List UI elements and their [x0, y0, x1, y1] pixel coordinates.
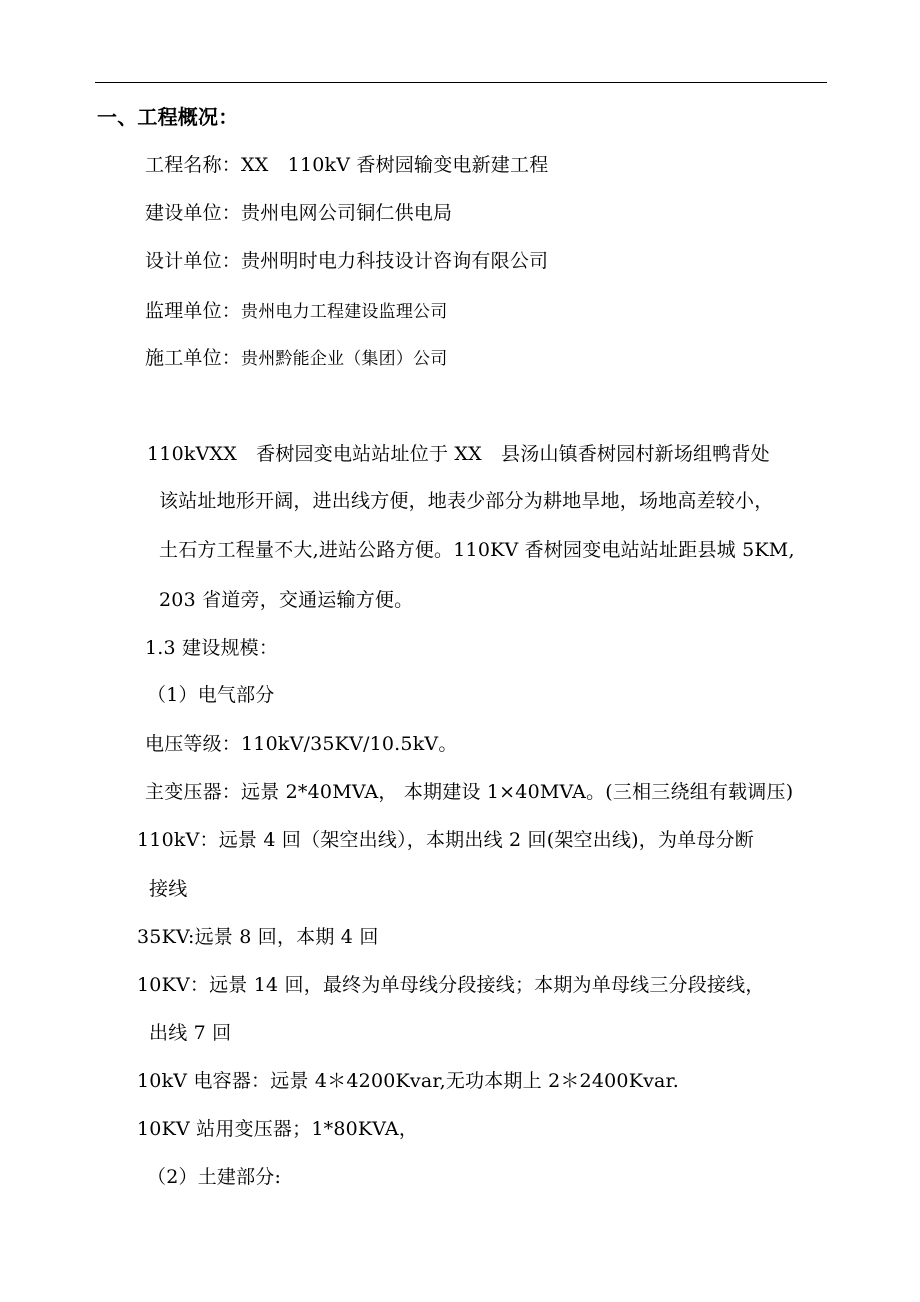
builder-value: 贵州电网公司铜仁供电局: [241, 202, 453, 224]
supervisor-value: 贵州电力工程建设监理公司: [241, 302, 448, 322]
line-110kv-continued: 接线: [149, 878, 188, 900]
project-name-value: XX 110kV 香树园输变电新建工程: [241, 154, 549, 176]
line-10kv-continued: 出线 7 回: [149, 1022, 232, 1044]
voltage-level-line: 电压等级：110kV/35KV/10.5kV。: [145, 733, 458, 755]
station-transformer-line: 10KV 站用变压器；1*80KVA，: [137, 1118, 419, 1140]
line-10kv: 10KV：远景 14 回，最终为单母线分段接线；本期为单母线三分段接线，: [137, 974, 765, 996]
project-name-label: 工程名称：: [145, 154, 242, 176]
constructor-value: 贵州黔能企业（集团）公司: [241, 349, 448, 369]
builder-label: 建设单位：: [145, 202, 242, 224]
site-paragraph-line: 该站址地形开阔，进出线方便，地表少部分为耕地旱地，场地高差较小，: [159, 490, 774, 512]
main-transformer-line: 主变压器：远景 2*40MVA， 本期建设 1×40MVA。(三相三绕组有载调压): [145, 781, 794, 803]
civil-heading: （2）土建部分:: [147, 1166, 282, 1188]
site-paragraph-line: 土石方工程量不大,进站公路方便。110KV 香树园变电站站址距县城 5KM,: [159, 539, 795, 561]
scale-heading: 1.3 建设规模：: [145, 637, 279, 659]
supervisor-row: [145, 298, 447, 325]
designer-label: 设计单位：: [145, 250, 242, 272]
site-paragraph-line: 203 省道旁，交通运输方便。: [159, 589, 414, 611]
electrical-heading: （1）电气部分: [147, 684, 275, 706]
project-name-row: [145, 152, 548, 178]
site-paragraph-line: 110kVXX 香树园变电站站址位于 XX 县汤山镇香树园村新场组鸭背处: [147, 443, 770, 465]
constructor-label: 施工单位：: [145, 347, 242, 369]
constructor-row: [145, 345, 447, 372]
supervisor-label: 监理单位：: [145, 300, 242, 322]
section-heading: 一、工程概况：: [97, 105, 239, 129]
capacitor-line: 10kV 电容器：远景 4＊4200Kvar,无功本期上 2＊2400Kvar.: [137, 1070, 679, 1092]
builder-row: [145, 200, 452, 226]
line-110kv: 110kV：远景 4 回（架空出线），本期出线 2 回(架空出线)，为单母分断: [137, 829, 754, 851]
designer-value: 贵州明时电力科技设计咨询有限公司: [241, 250, 549, 272]
line-35kv: 35KV:远景 8 回，本期 4 回: [137, 926, 379, 948]
header-rule: [95, 82, 827, 83]
designer-row: [145, 248, 548, 274]
